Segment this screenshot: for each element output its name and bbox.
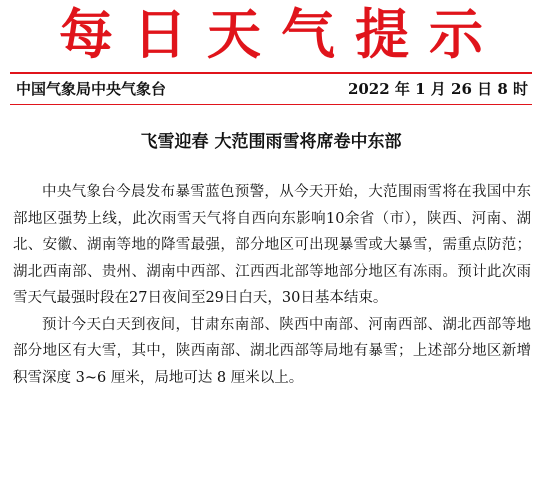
issuer-name: 中国气象局中央气象台	[16, 80, 167, 98]
article-body	[13, 179, 531, 391]
article-paragraph: 中央气象台今晨发布暴雪蓝色预警，从今天开始，大范围雨雪将在我国中东部地区强势上线，此次雨雪天气将自西向东影响10余省（市），陕西、河南、湖北、安徽、湖南等地的降雪最强，部分地区可出现暴雪或大暴雪，需重点防范；湖北西南部、贵州、湖南中西部、江西西北部等地部分地区有冻雨。预计此次雨雪天气最强时段在27日夜间至29日白天，30日基本结束。	[13, 184, 531, 306]
masthead-divider	[10, 72, 532, 74]
info-divider	[10, 104, 532, 105]
article-headline: 飞雪迎春 大范围雨雪将席卷中东部	[140, 132, 402, 152]
article-paragraph: 预计今天白天到夜间，甘肃东南部、陕西中南部、河南西部、湖北西部等地部分地区有大雪，其中，陕西南部、湖北西部等局地有暴雪；上述部分地区新增积雪深度 3~6 厘米，局地可达 8 厘米以上。	[13, 316, 531, 386]
masthead-title: 每日天气提示	[59, 3, 503, 66]
issue-datetime: 2022 年 1 月 26 日 8 时	[347, 80, 528, 98]
issue-info-bar	[16, 77, 528, 101]
